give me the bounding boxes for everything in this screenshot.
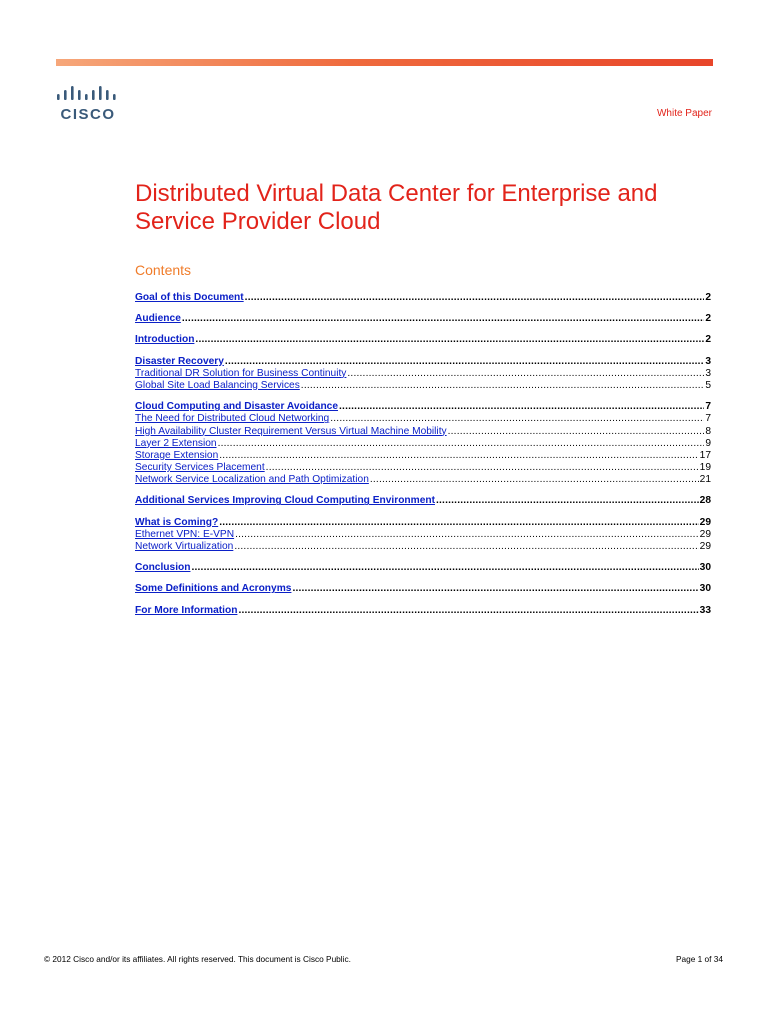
toc-link[interactable]: Global Site Load Balancing Services [135,379,300,391]
toc-dot-leader [347,368,704,380]
toc-link[interactable]: Cloud Computing and Disaster Avoidance [135,401,339,413]
toc-section-row [135,292,711,304]
toc-dot-leader [448,426,705,438]
toc-page-number: 21 [699,474,711,486]
toc-section-row [135,605,711,617]
toc-subsection-row [135,474,711,486]
toc-section-row [135,334,711,346]
toc-link[interactable]: Security Services Placement [135,462,265,474]
document-title-line-2: Service Provider Cloud [135,208,381,235]
toc-section-row [135,313,711,325]
cisco-logo-icon [56,85,122,121]
table-of-contents [135,292,711,617]
toc-subsection-row [135,450,711,462]
toc-dot-leader [339,401,704,413]
toc-link[interactable]: Layer 2 Extension [135,437,217,449]
toc-link[interactable]: Storage Extension [135,449,219,461]
toc-page-number: 5 [705,379,711,391]
toc-page-number: 30 [699,583,711,595]
toc-dot-leader [301,380,705,392]
toc-page-number: 28 [699,495,711,507]
toc-link[interactable]: Goal of this Document [135,292,244,303]
toc-dot-leader [330,413,704,425]
toc-link[interactable]: Introduction [135,334,195,346]
toc-section-row [135,517,711,529]
toc-link[interactable]: Audience [135,313,181,325]
toc-dot-leader [235,529,699,541]
toc-page-number: 7 [705,413,711,425]
cisco-logo-text: CISCO [60,106,116,121]
contents-heading: Contents [135,262,192,278]
toc-section-row [135,401,711,413]
toc-subsection-row [135,529,711,541]
toc-dot-leader [245,292,705,304]
toc-page-number: 29 [699,528,711,540]
toc-subsection-row [135,380,711,392]
toc-page-number: 2 [705,334,711,346]
toc-page-number: 2 [705,313,711,325]
document-title [135,180,715,236]
toc-dot-leader [238,605,698,617]
toc-link[interactable]: Traditional DR Solution for Business Continuity [135,367,347,379]
toc-page-number: 17 [699,449,711,461]
toc-dot-leader [195,334,704,346]
toc-section-row [135,583,711,595]
toc-section-row [135,562,711,574]
toc-page-number: 29 [699,516,711,528]
toc-page-number: 33 [699,604,711,616]
header-accent-bar [56,59,713,66]
toc-link[interactable]: Some Definitions and Acronyms [135,583,292,595]
toc-link[interactable]: For More Information [135,604,238,616]
toc-section-row [135,356,711,368]
toc-subsection-row [135,426,711,438]
toc-page-number: 2 [705,292,711,303]
toc-subsection-row [135,438,711,450]
toc-dot-leader [266,462,699,474]
document-type-label: White Paper [656,108,712,119]
toc-page-number: 29 [699,541,711,552]
toc-dot-leader [218,438,705,450]
toc-dot-leader [292,583,698,595]
toc-page-number: 3 [705,367,711,379]
toc-dot-leader [436,495,699,507]
toc-dot-leader [225,356,704,368]
toc-link[interactable]: Network Virtualization [135,541,234,552]
toc-page-number: 7 [705,401,711,413]
toc-dot-leader [234,541,698,553]
toc-page-number: 30 [699,562,711,574]
toc-page-number: 19 [699,462,711,474]
toc-link[interactable]: Network Service Localization and Path Optimization [135,474,369,486]
toc-link[interactable]: Disaster Recovery [135,355,224,367]
document-title-line-1: Distributed Virtual Data Center for Enterprise and [135,180,658,207]
toc-link[interactable]: What is Coming? [135,516,219,528]
toc-link[interactable]: The Need for Distributed Cloud Networking [135,413,330,425]
cisco-logo [56,85,122,121]
toc-page-number: 3 [705,355,711,367]
toc-section-row [135,495,711,507]
footer-copyright: © 2012 Cisco and/or its affiliates. All rights reserved. This document is Cisco Public. [44,954,351,964]
toc-subsection-row [135,462,711,474]
toc-dot-leader [370,474,699,486]
toc-page-number: 9 [705,437,711,449]
footer-page-info: Page 1 of 34 [675,954,723,964]
toc-subsection-row [135,368,711,380]
toc-page-number: 8 [705,425,711,437]
toc-dot-leader [182,313,704,325]
toc-dot-leader [219,450,698,462]
toc-subsection-row [135,541,711,553]
toc-link[interactable]: High Availability Cluster Requirement Versus Virtual Machine Mobility [135,425,447,437]
toc-link[interactable]: Ethernet VPN: E-VPN [135,528,235,540]
toc-dot-leader [191,562,698,574]
toc-link[interactable]: Conclusion [135,562,191,574]
toc-subsection-row [135,413,711,425]
toc-dot-leader [219,517,698,529]
toc-link[interactable]: Additional Services Improving Cloud Computing Environment [135,495,435,507]
